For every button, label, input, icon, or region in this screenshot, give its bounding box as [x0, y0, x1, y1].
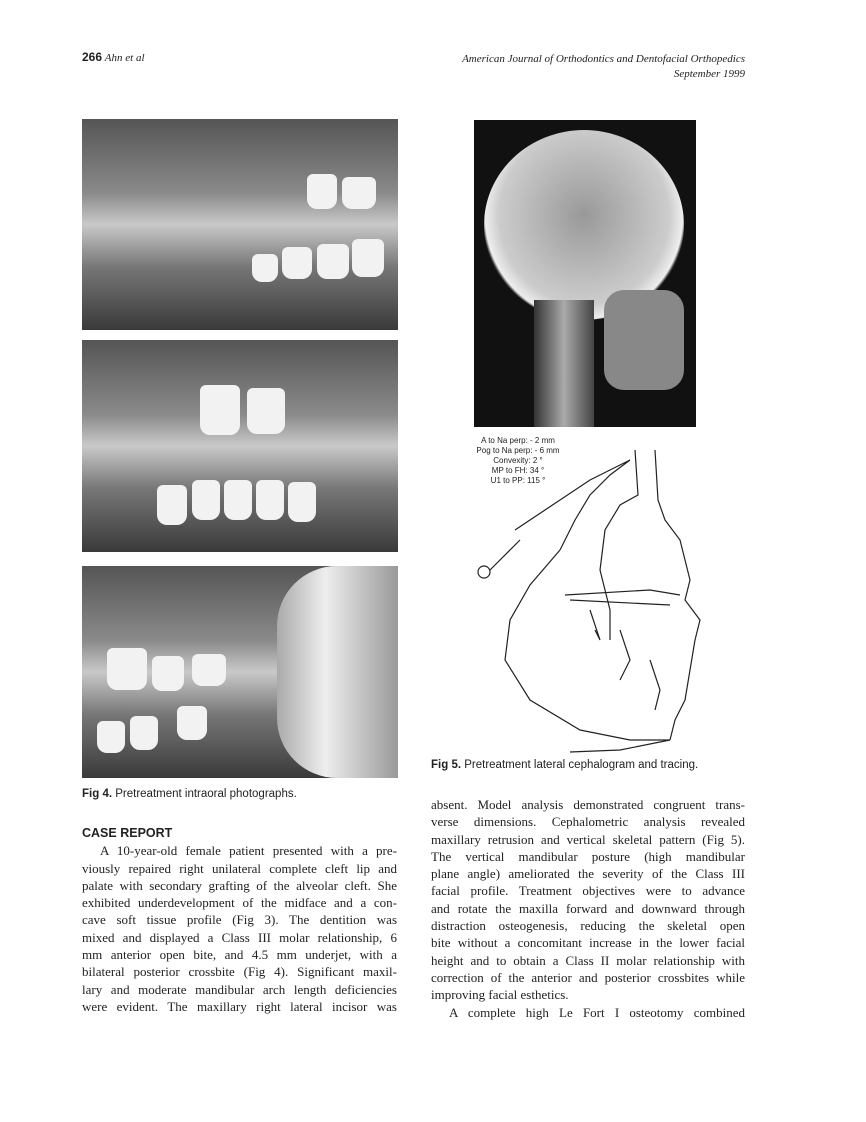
text-line: were evident. The maxillary right lateral incisor was: [82, 998, 397, 1014]
measurement: MP to FH: 34 °: [491, 466, 545, 475]
measurement: U1 to PP: 115 °: [490, 476, 546, 485]
text-line: viously repaired right unilateral complete cleft lip and: [82, 860, 397, 876]
cephalometric-tracing: [470, 440, 750, 755]
authors: Ahn et al: [104, 52, 145, 64]
text-line: maxillary retrusion and vertical skeletal pattern (Fig 5).: [431, 831, 745, 847]
text-line: absent. Model analysis demonstrated congruent trans-: [431, 797, 745, 812]
intraoral-photo-frontal: [82, 340, 398, 552]
fig5-caption-text: Pretreatment lateral cephalogram and tracing.: [464, 759, 699, 771]
intraoral-photo-left-side: [82, 566, 398, 778]
fig4-caption: [82, 788, 297, 800]
running-header-left: [82, 50, 145, 64]
text-line: bite without a concomitant increase in the lower facial: [431, 935, 745, 951]
intraoral-photo-right-side: [82, 119, 398, 330]
left-column-text: [82, 825, 397, 1015]
right-column-text: [431, 796, 745, 1021]
fig4-label: Fig 4.: [82, 788, 113, 800]
measurement: A to Na perp: - 2 mm: [481, 436, 555, 445]
cephalogram-xray: [474, 120, 696, 427]
text-line: bilateral posterior crossbite (Fig 4). Significant maxil-: [82, 964, 397, 980]
text-line: lary and moderate mandibular arch length deficiencies: [82, 981, 397, 997]
text-line: facial profile. Treatment objectives were to advance: [431, 883, 745, 899]
text-line: verse dimensions. Cephalometric analysis revealed: [431, 814, 745, 830]
fig5-caption: [431, 759, 698, 771]
fig4-caption-text: Pretreatment intraoral photographs.: [115, 788, 297, 800]
text-line: mixed and displayed a Class III molar relationship, 6: [82, 929, 397, 945]
text-line: cave soft tissue profile (Fig 3). The dentition was: [82, 912, 397, 928]
text-line: The vertical mandibular posture (high mandibular: [431, 848, 745, 864]
text-line: height and to obtain a Class II molar relationship with: [431, 952, 745, 968]
text-line: mm anterior open bite, and 4.5 mm underjet, with a: [82, 947, 397, 963]
journal-title: American Journal of Orthodontics and Dentofacial Orthopedics: [462, 53, 745, 65]
issue-date: September 1999: [673, 68, 745, 80]
text-line: distraction osteogenesis, reducing the skeletal open: [431, 918, 745, 934]
text-line: exhibited underdevelopment of the midface and a con-: [82, 895, 397, 911]
text-line: A 10-year-old female patient presented with a pre-: [100, 843, 397, 859]
text-line: improving facial esthetics.: [431, 987, 569, 1003]
running-header-right: [462, 52, 745, 82]
measurement: Convexity: 2 °: [493, 456, 543, 465]
text-line: correction of the anterior and posterior crossbites while: [431, 969, 745, 985]
text-line: palate with secondary grafting of the alveolar cleft. She: [82, 877, 397, 893]
page-number: 266: [82, 50, 103, 64]
measurement: Pog to Na perp: - 6 mm: [476, 446, 560, 455]
section-heading: CASE REPORT: [82, 826, 173, 840]
text-line: plane angle) ameliorated the severity of the Class III: [431, 866, 745, 882]
text-line: and rotate the maxilla forward and downward through: [431, 900, 745, 916]
text-line: A complete high Le Fort I osteotomy combined: [449, 1004, 745, 1020]
fig5-label: Fig 5.: [431, 759, 462, 771]
